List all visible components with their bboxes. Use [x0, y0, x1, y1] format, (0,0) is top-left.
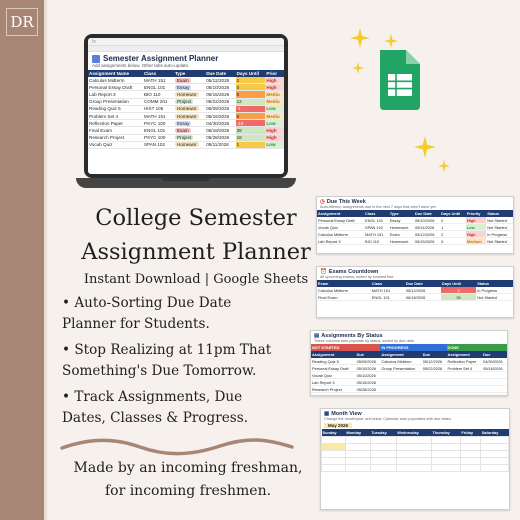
class-cell: PSYC 100 [143, 134, 174, 141]
table-cell: 5 [440, 238, 466, 245]
month-view-title [321, 409, 509, 417]
table-cell: Research Project [311, 386, 356, 393]
table-row[interactable] [317, 231, 513, 238]
calendar-day-cell[interactable] [370, 437, 396, 444]
table-row[interactable] [88, 98, 284, 105]
column-header: Priority [466, 210, 486, 217]
table-cell [482, 379, 507, 386]
calendar-day-cell[interactable] [460, 437, 480, 444]
calendar-day-cell[interactable] [322, 465, 346, 472]
table-cell: In Progress [486, 231, 513, 238]
strip-edge [44, 0, 47, 520]
table-cell: Not Started [476, 294, 513, 301]
table-cell: Problem Set 4 [447, 365, 483, 372]
due-date-cell: 05/11/2026 [205, 141, 235, 148]
due-date-cell: 05/28/2026 [205, 134, 235, 141]
formula-bar: fx [88, 38, 284, 46]
priority-cell: High [265, 77, 284, 84]
table-cell: 05/10/2026 [414, 217, 440, 224]
table-cell: 1 [440, 224, 466, 231]
table-cell: 2 [441, 287, 476, 294]
month-view-subtitle: Change the month/year cell below. Calendar auto-populated with due dates. [324, 417, 452, 421]
table-row[interactable] [317, 224, 513, 231]
table-cell: 2 [440, 231, 466, 238]
column-header: Due Date [405, 280, 441, 287]
exams-countdown-title [317, 267, 513, 275]
exams-countdown-title-text: Exams Countdown [328, 269, 379, 275]
group-not-started: NOT STARTED [311, 344, 380, 351]
column-header: Assignment [317, 210, 364, 217]
table-row[interactable] [88, 105, 284, 112]
sheet-subtitle: Add assignments below. Other tabs auto-update. [92, 63, 190, 68]
calendar-day-cell[interactable] [322, 451, 346, 458]
class-cell: MATH 151 [143, 77, 174, 84]
sparkle-icon [350, 28, 370, 48]
class-cell: HIST 105 [143, 105, 174, 112]
table-cell: 0 [440, 217, 466, 224]
weekday-header: Tuesday [370, 429, 396, 437]
clipboard-icon: ▤ [314, 333, 320, 339]
bullet-2-line1: • Stop Realizing at 11pm That [62, 342, 272, 358]
table-cell: 05/12/2026 [422, 358, 447, 365]
days-until-cell: -1 [236, 105, 266, 112]
priority-cell: High [265, 84, 284, 91]
weekday-header: Thursday [431, 429, 460, 437]
table-cell [422, 393, 447, 397]
calendar-week [322, 458, 509, 465]
calendar-day-cell[interactable] [396, 451, 431, 458]
type-dropdown[interactable]: Essay [176, 120, 190, 126]
group-done: DONE [447, 344, 507, 351]
column-header: Due [422, 351, 447, 358]
calendar-day-cell[interactable] [431, 444, 460, 451]
table-cell: 05/16/2026 [482, 365, 507, 372]
days-until-cell: 1 [236, 141, 266, 148]
due-date-cell: 05/16/2026 [205, 112, 235, 119]
assignment-cell: Final Exam [88, 127, 143, 134]
calendar-day-cell[interactable] [345, 444, 370, 451]
column-header: Type [174, 70, 205, 77]
calendar-icon: ▦ [324, 411, 330, 417]
table-cell: 05/15/2026 [414, 238, 440, 245]
table-row[interactable] [88, 134, 284, 141]
type-dropdown[interactable]: Homewor [176, 113, 197, 119]
class-cell: ENGL 101 [143, 84, 174, 91]
table-row[interactable] [311, 379, 507, 386]
exams-countdown-subtitle: All upcoming exams, sorted by soonest first. [320, 275, 395, 279]
calendar-day-cell[interactable] [345, 465, 370, 472]
table-row[interactable] [88, 127, 284, 134]
weekday-header: Saturday [481, 429, 509, 437]
days-until-cell: 2 [236, 77, 266, 84]
calendar-day-cell[interactable] [396, 437, 431, 444]
calendar-day-cell[interactable] [431, 451, 460, 458]
table-cell: 06/18/2026 [356, 393, 381, 397]
table-cell [482, 386, 507, 393]
sheet-title-text: Semester Assignment Planner [103, 54, 219, 63]
type-cell [174, 141, 205, 148]
calendar-day-cell[interactable] [460, 451, 480, 458]
calendar-day-cell[interactable] [460, 458, 480, 465]
table-cell: MATH 151 [364, 231, 389, 238]
assignment-table [88, 70, 284, 149]
due-date-cell: 05/22/2026 [205, 98, 235, 105]
table-row[interactable] [88, 84, 284, 91]
table-cell: Vocab Quiz [317, 224, 364, 231]
calendar-day-cell[interactable] [396, 444, 431, 451]
calendar-week [322, 465, 509, 472]
priority-cell: Low [265, 105, 284, 112]
table-cell: In Progress [476, 287, 513, 294]
weekday-header: Wednesday [396, 429, 431, 437]
table-cell: Exam [389, 231, 414, 238]
table-row[interactable] [88, 141, 284, 148]
type-dropdown[interactable]: Exam [176, 127, 189, 133]
table-row[interactable] [88, 120, 284, 127]
weekday-header: Sunday [322, 429, 346, 437]
assignment-cell: Vocab Quiz [88, 141, 143, 148]
assignment-cell: Lab Report 3 [88, 91, 143, 98]
weekday-header: Friday [460, 429, 480, 437]
month-selector [321, 422, 509, 429]
brand-logo: DR [6, 8, 38, 36]
sparkle-icon [414, 136, 436, 158]
type-dropdown[interactable]: Project [176, 99, 192, 105]
calendar-icon [92, 55, 100, 63]
assignment-cell: Problem Set 4 [88, 112, 143, 119]
table-cell: High [466, 231, 486, 238]
calendar-week [322, 444, 509, 451]
type-cell [174, 112, 205, 119]
table-cell [447, 372, 483, 379]
exams-countdown-card [316, 266, 514, 318]
calendar-day-cell[interactable] [370, 458, 396, 465]
table-cell [380, 379, 421, 386]
type-cell [174, 98, 205, 105]
days-until-cell: 39 [236, 127, 266, 134]
month-view-title-text: Month View [331, 411, 362, 417]
footer-line1: Made by an incoming freshman, [73, 460, 303, 476]
type-cell [174, 127, 205, 134]
table-cell: 05/12/2026 [414, 231, 440, 238]
sheet-title [88, 52, 284, 63]
sparkle-icon [438, 160, 450, 172]
type-cell [174, 134, 205, 141]
column-header: Type [389, 210, 414, 217]
sparkle-icon [352, 62, 364, 74]
table-row[interactable] [88, 112, 284, 119]
table-cell [422, 379, 447, 386]
assignment-cell: Personal Essay Draft [88, 84, 143, 91]
by-status-title-text: Assignments By Status [321, 333, 383, 339]
group-in-progress: IN PROGRESS [380, 344, 446, 351]
column-header: Due Date [414, 210, 440, 217]
by-status-table [311, 344, 507, 396]
table-cell: High [466, 217, 486, 224]
class-cell: BIO 110 [143, 91, 174, 98]
bullet-3-line1: • Track Assignments, Due [62, 389, 243, 405]
table-cell [422, 386, 447, 393]
table-cell: ENGL 101 [364, 217, 389, 224]
table-cell: Reading Quiz 5 [311, 358, 356, 365]
column-header: Assignment [447, 351, 483, 358]
column-header: Exam [317, 280, 371, 287]
column-header: Days Until [440, 210, 466, 217]
calendar-day-cell[interactable] [345, 451, 370, 458]
table-cell: Calculus Midterm [380, 358, 421, 365]
calendar-day-cell[interactable] [481, 437, 509, 444]
class-cell: PSYC 100 [143, 120, 174, 127]
days-until-cell: 12 [236, 98, 266, 105]
calendar-day-cell[interactable] [396, 465, 431, 472]
table-cell: BIO 110 [364, 238, 389, 245]
priority-cell: Mediu [265, 91, 284, 98]
calendar-day-cell[interactable] [431, 458, 460, 465]
days-until-cell: 5 [236, 91, 266, 98]
column-header: Status [476, 280, 513, 287]
calendar-day-cell[interactable] [322, 444, 346, 451]
class-cell: MATH 151 [143, 112, 174, 119]
weekday-header: Monday [345, 429, 370, 437]
footer-line2: for incoming freshmen. [104, 483, 272, 499]
wave-divider [60, 438, 294, 456]
due-date-cell: 04/30/2026 [205, 120, 235, 127]
calendar-day-cell[interactable] [431, 437, 460, 444]
hero-title-line2: Assignment Planner [81, 239, 311, 265]
calendar-day-cell[interactable] [481, 451, 509, 458]
due-date-cell: 05/12/2026 [205, 77, 235, 84]
calendar-day-cell[interactable] [370, 451, 396, 458]
bullet-1 [62, 293, 231, 335]
calendar-day-cell[interactable] [481, 458, 509, 465]
table-cell [380, 386, 421, 393]
table-cell: 05/22/2026 [422, 365, 447, 372]
calendar-day-cell[interactable] [396, 458, 431, 465]
due-this-week-title-text: Due This Week [326, 199, 366, 205]
type-dropdown[interactable]: Homewor [176, 142, 197, 148]
table-row[interactable] [88, 77, 284, 84]
table-row[interactable] [317, 294, 513, 301]
table-cell: 39 [441, 294, 476, 301]
sparkle-icon [384, 34, 398, 48]
due-date-cell: 05/15/2026 [205, 91, 235, 98]
priority-cell: Mediu [265, 112, 284, 119]
google-sheets-icon [366, 36, 430, 118]
table-cell [422, 372, 447, 379]
laptop-mockup [76, 30, 296, 190]
type-dropdown[interactable]: Exam [176, 77, 189, 83]
table-row[interactable] [311, 386, 507, 393]
bullet-1-line2: Planner for Students. [62, 316, 210, 332]
class-cell: ENGL 101 [143, 127, 174, 134]
table-cell [380, 372, 421, 379]
laptop-base [76, 178, 296, 188]
table-cell [380, 393, 421, 397]
table-cell: Homework [389, 224, 414, 231]
table-row[interactable] [311, 393, 507, 397]
days-until-cell: 18 [236, 134, 266, 141]
type-cell [174, 120, 205, 127]
priority-cell: Low [265, 120, 284, 127]
type-dropdown[interactable]: Essay [176, 84, 190, 90]
column-header: Status [486, 210, 513, 217]
class-cell: SPAN 102 [143, 141, 174, 148]
column-header: Class [364, 210, 389, 217]
table-cell [447, 393, 483, 397]
calendar-day-cell[interactable] [460, 444, 480, 451]
table-cell [482, 372, 507, 379]
table-cell: 06/18/2026 [405, 294, 441, 301]
calendar-day-cell[interactable] [370, 444, 396, 451]
class-cell: COMM 201 [143, 98, 174, 105]
type-cell [174, 84, 205, 91]
clock-icon: ◷ [320, 199, 325, 205]
days-until-cell: -10 [236, 120, 266, 127]
type-dropdown[interactable]: Project [176, 135, 192, 141]
due-this-week-table [317, 210, 513, 245]
type-cell [174, 105, 205, 112]
month-label[interactable]: May 2026 [324, 423, 352, 428]
calendar-day-cell[interactable] [481, 465, 509, 472]
table-cell: 05/11/2026 [356, 372, 381, 379]
table-cell: Homework [389, 238, 414, 245]
type-dropdown[interactable]: Homewor [176, 106, 197, 112]
by-status-title [311, 331, 507, 339]
exams-table [317, 280, 513, 301]
table-cell: Group Presentation [380, 365, 421, 372]
table-cell: Final Exam [317, 294, 371, 301]
table-cell: Personal Essay Draft [317, 217, 364, 224]
bullet-2-line2: Something's Due Tomorrow. [62, 363, 257, 379]
alarm-icon: ⏰ [320, 269, 327, 275]
due-date-cell: 05/09/2026 [205, 105, 235, 112]
column-header: Assignment Name [88, 70, 143, 77]
table-cell: Not Started [486, 217, 513, 224]
calendar-day-cell[interactable] [345, 458, 370, 465]
priority-cell: High [265, 127, 284, 134]
month-calendar [321, 429, 509, 472]
table-cell: Vocab Quiz [311, 372, 356, 379]
table-cell: 05/09/2026 [356, 358, 381, 365]
table-cell [447, 379, 483, 386]
table-cell: 05/10/2026 [356, 365, 381, 372]
table-cell: 05/11/2026 [414, 224, 440, 231]
calendar-day-cell[interactable] [345, 437, 370, 444]
table-cell: Medium [466, 238, 486, 245]
table-cell: Calculus Midterm [317, 287, 371, 294]
table-cell: SPAN 102 [364, 224, 389, 231]
table-cell: Essay [389, 217, 414, 224]
type-cell [174, 77, 205, 84]
assignment-cell: Reading Quiz 5 [88, 105, 143, 112]
table-row[interactable] [317, 238, 513, 245]
table-cell: Low [466, 224, 486, 231]
table-cell: Reflection Paper [447, 358, 483, 365]
left-brand-strip [0, 0, 44, 520]
assignment-cell: Group Presentation [88, 98, 143, 105]
calendar-day-cell[interactable] [481, 444, 509, 451]
column-header: Days Until [441, 280, 476, 287]
type-dropdown[interactable]: Homewor [176, 91, 197, 97]
column-header: Due Date [205, 70, 235, 77]
calendar-day-cell[interactable] [431, 465, 460, 472]
table-cell: Not Started [486, 238, 513, 245]
table-cell: 05/15/2026 [356, 379, 381, 386]
month-view-card [320, 408, 510, 510]
bullet-2 [62, 340, 271, 382]
table-cell: 04/30/2026 [482, 358, 507, 365]
bullet-3 [62, 387, 248, 429]
due-this-week-title [317, 197, 513, 205]
table-cell: MATH 151 [371, 287, 405, 294]
table-cell: 05/28/2026 [356, 386, 381, 393]
table-cell [482, 393, 507, 397]
hero-subtitle: Instant Download | Google Sheets [83, 272, 309, 287]
table-row[interactable] [311, 372, 507, 379]
due-this-week-subtitle: Auto-filtered: assignments due in the next 7 days that aren't done yet. [320, 205, 437, 209]
table-cell: Not Started [486, 224, 513, 231]
table-row[interactable] [311, 365, 507, 372]
days-until-cell: 6 [236, 112, 266, 119]
bullet-3-line2: Dates, Classes & Progress. [62, 410, 249, 426]
table-row[interactable] [88, 91, 284, 98]
table-cell: ENGL 101 [371, 294, 405, 301]
due-this-week-card [316, 196, 514, 254]
assignment-cell: Research Project [88, 134, 143, 141]
table-cell [447, 386, 483, 393]
priority-cell: Low [265, 141, 284, 148]
column-header: Class [371, 280, 405, 287]
spreadsheet-preview [88, 38, 284, 174]
table-cell: Calculus Midterm [317, 231, 364, 238]
column-header: Assignment [380, 351, 421, 358]
hero-title-line1: College Semester [95, 205, 297, 231]
bullet-1-line1: • Auto-Sorting Due Date [62, 295, 232, 311]
calendar-day-cell[interactable] [370, 465, 396, 472]
column-header: Due [482, 351, 507, 358]
due-date-cell: 05/10/2026 [205, 84, 235, 91]
assignment-cell: Reflection Paper [88, 120, 143, 127]
column-header: Due [356, 351, 381, 358]
calendar-week [322, 451, 509, 458]
calendar-day-cell[interactable] [460, 465, 480, 472]
table-cell: Lab Report 3 [317, 238, 364, 245]
calendar-day-cell[interactable] [322, 458, 346, 465]
table-cell: 05/12/2026 [405, 287, 441, 294]
laptop-screen [84, 34, 288, 178]
table-cell: Final Exam [311, 393, 356, 397]
calendar-day-cell[interactable] [322, 437, 346, 444]
column-header: Class [143, 70, 174, 77]
column-header: Assignment [311, 351, 356, 358]
priority-cell: High [265, 134, 284, 141]
by-status-card [310, 330, 508, 396]
priority-cell: Mediu [265, 98, 284, 105]
column-header: Prior [265, 70, 284, 77]
column-header: Days Until [236, 70, 266, 77]
days-until-cell: 0 [236, 84, 266, 91]
table-cell: Lab Report 3 [311, 379, 356, 386]
by-status-subtitle: These columns auto-populate by status, sorted by due date. [314, 339, 415, 343]
calendar-week [322, 437, 509, 444]
type-cell [174, 91, 205, 98]
assignment-cell: Calculus Midterm [88, 77, 143, 84]
due-date-cell: 06/18/2026 [205, 127, 235, 134]
table-cell: Personal Essay Draft [311, 365, 356, 372]
